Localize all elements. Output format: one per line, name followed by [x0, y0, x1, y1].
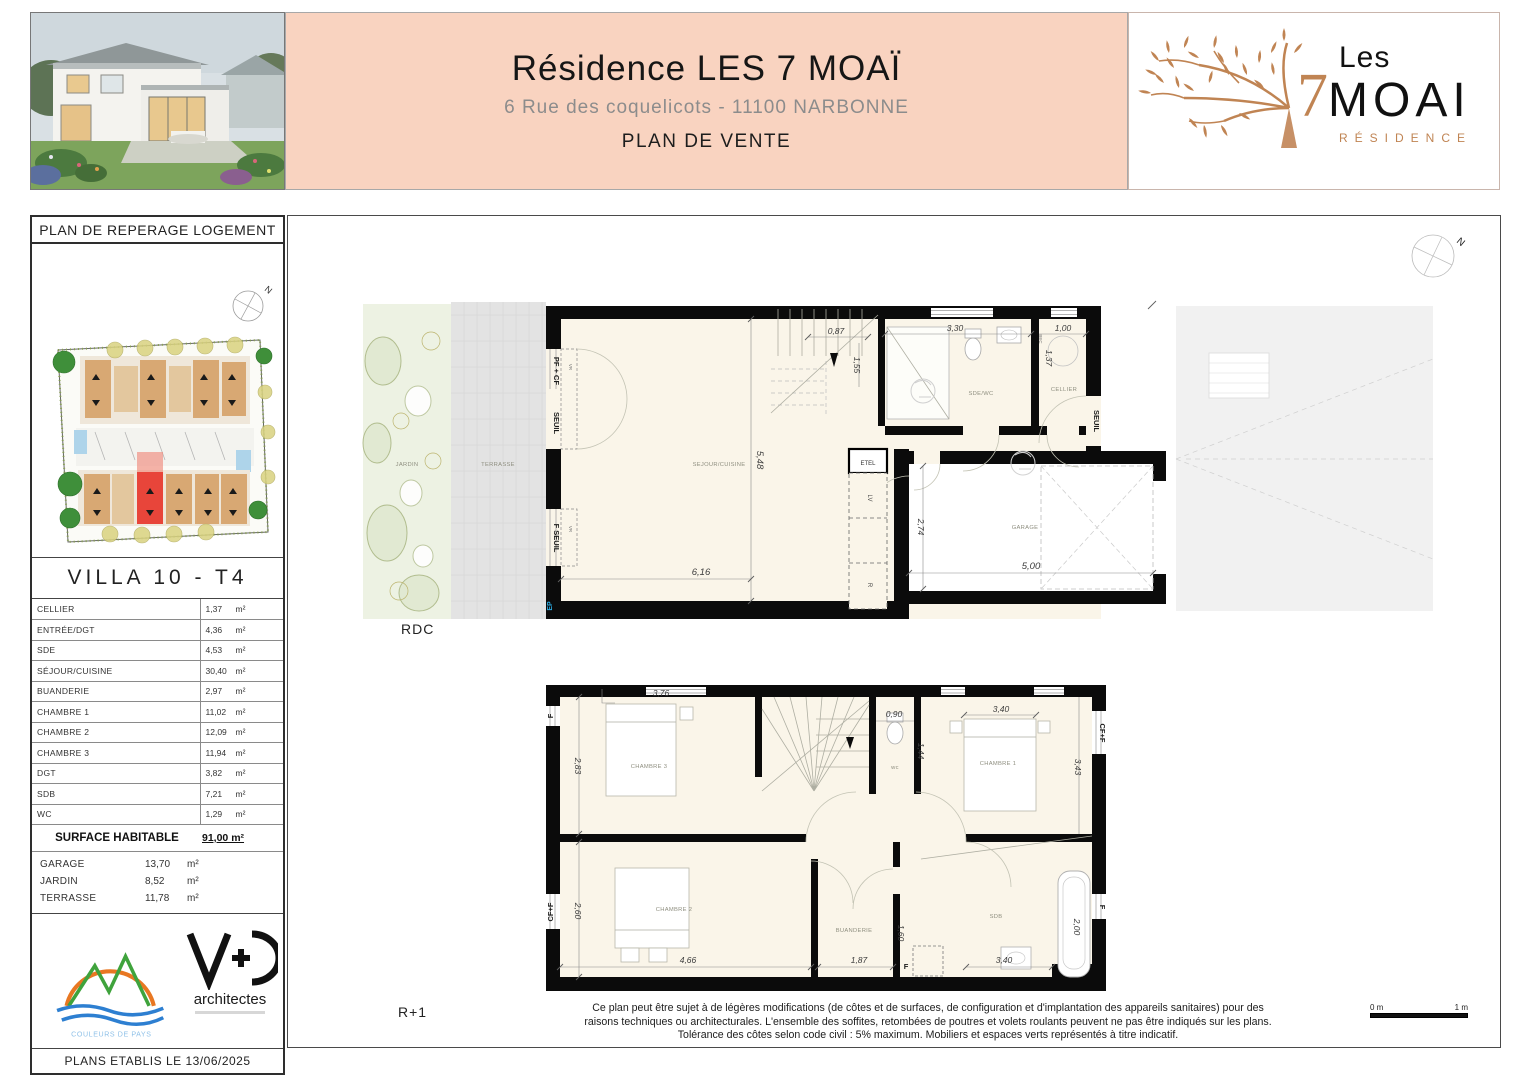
header-banner — [285, 12, 1128, 190]
scale-zero-label: 0 m — [1370, 1003, 1384, 1012]
svg-text:SDE/WC: SDE/WC — [968, 391, 994, 397]
couleurs-de-pays-logo — [50, 932, 168, 1042]
svg-text:2,74: 2,74 — [916, 518, 926, 536]
terrasse-zone — [451, 302, 546, 619]
svg-text:5,48: 5,48 — [754, 450, 765, 470]
svg-text:3,43: 3,43 — [1073, 758, 1083, 776]
sidebar-title: PLAN DE REPERAGE LOGEMENT — [32, 217, 283, 244]
svg-text:N: N — [1454, 235, 1467, 249]
disclaimer-text — [543, 1002, 1313, 1043]
svg-text:R: R — [866, 582, 872, 588]
logo-seven: 7 — [1297, 62, 1328, 130]
r1-label: R+1 — [398, 1004, 428, 1020]
rdc-label: RDC — [401, 621, 435, 637]
north-compass-icon — [233, 284, 274, 321]
annexes-list — [32, 852, 283, 914]
logo-moai: MOAI — [1328, 74, 1471, 127]
svg-text:3,40: 3,40 — [995, 955, 1013, 965]
svg-text:N: N — [262, 283, 275, 296]
svg-text:CF+F: CF+F — [546, 902, 555, 922]
svg-text:2,00: 2,00 — [1072, 918, 1082, 936]
svg-text:SEUIL: SEUIL — [552, 411, 561, 435]
disclaimer-line2: raisons techniques ou architecturales. L'ensemble des soffites, retombées de poutres et volets roulants peuvent ne pas être indiqués sur les plans. — [584, 1015, 1272, 1028]
logo-wordmark — [1297, 41, 1497, 145]
svg-text:GARAGE: GARAGE — [1011, 525, 1039, 531]
table-row: DGT 3,82 m² — [32, 763, 283, 784]
svg-text:F: F — [1098, 904, 1107, 910]
table-row: WC 1,29 m² — [32, 804, 283, 825]
partner-logos — [32, 914, 283, 1056]
logo-les: Les — [1339, 41, 1391, 74]
house-illustration — [31, 13, 284, 189]
floorplans-drawing — [288, 216, 1499, 1046]
scale-one-label: 1 m — [1454, 1003, 1468, 1012]
scale-bar-rule — [1370, 1013, 1468, 1018]
room-areas-table — [32, 599, 283, 825]
svg-text:F: F — [546, 713, 555, 719]
list-item: GARAGE 13,70 m² — [40, 859, 199, 870]
svg-text:CF+F: CF+F — [1098, 723, 1107, 743]
disclaimer-line1: Ce plan peut être sujet à de légères modifications (de côtes et de surfaces, de configuration et d'implantation des appareils sanitaires) pour des — [592, 1002, 1264, 1014]
svg-text:BUANDERIE: BUANDERIE — [835, 928, 873, 934]
svg-text:CHAMBRE 1: CHAMBRE 1 — [979, 761, 1017, 767]
rdc-floorplan — [363, 301, 1433, 619]
svg-text:BEC: BEC — [1038, 334, 1043, 344]
svg-text:1,37: 1,37 — [1044, 349, 1054, 367]
svg-text:0,90: 0,90 — [885, 709, 903, 719]
address: 6 Rue des coquelicots - 11100 NARBONNE — [504, 97, 909, 118]
svg-text:1,00: 1,00 — [1054, 323, 1072, 333]
list-item: TERRASSE 11,78 m² — [40, 893, 199, 904]
vd-caption: architectes — [193, 991, 267, 1008]
svg-text:ETEL: ETEL — [860, 461, 876, 467]
siteplan-drawing — [32, 244, 283, 557]
table-row: CELLIER 1,37 m² — [32, 599, 283, 620]
villa-title: VILLA 10 - T4 — [32, 557, 283, 599]
vd-architectes-logo — [180, 928, 280, 1014]
surface-value: 91,00 m² — [202, 832, 245, 844]
svg-text:3,30: 3,30 — [946, 323, 964, 333]
surface-label: SURFACE HABITABLE — [55, 832, 179, 844]
svg-text:VR: VR — [568, 363, 573, 371]
svg-text:PF + CF: PF + CF — [552, 356, 561, 386]
svg-text:4,66: 4,66 — [679, 955, 697, 965]
floorplans-area — [287, 215, 1501, 1048]
svg-text:1,55: 1,55 — [852, 356, 862, 374]
svg-text:SDB: SDB — [989, 914, 1003, 920]
list-item: JARDIN 8,52 m² — [40, 876, 199, 887]
chambre2-furniture — [615, 868, 689, 962]
svg-text:5,00: 5,00 — [1021, 561, 1041, 572]
svg-text:CELLIER: CELLIER — [1050, 387, 1078, 393]
plans-date-footer: PLANS ETABLIS LE 13/06/2025 — [32, 1048, 283, 1073]
vd-monogram-icon — [182, 928, 278, 990]
table-row: BUANDERIE 2,97 m² — [32, 681, 283, 702]
svg-text:2,83: 2,83 — [573, 757, 583, 775]
table-row: SÉJOUR/CUISINE 30,40 m² — [32, 661, 283, 682]
svg-text:TERRASSE: TERRASSE — [481, 462, 515, 468]
svg-text:EP: EP — [547, 601, 554, 611]
svg-text:CHAMBRE 3: CHAMBRE 3 — [630, 764, 668, 770]
svg-text:JARDIN: JARDIN — [395, 462, 419, 468]
residence-logo — [1128, 12, 1500, 190]
house-render-image — [30, 12, 285, 190]
table-row: CHAMBRE 1 11,02 m² — [32, 702, 283, 723]
svg-text:SEUIL: SEUIL — [1092, 409, 1101, 433]
svg-text:COULEURS DE PAYS: COULEURS DE PAYS — [71, 1030, 152, 1039]
svg-text:VR: VR — [568, 525, 573, 533]
svg-text:3,40: 3,40 — [992, 704, 1010, 714]
vd-contact-smallprint — [195, 1011, 265, 1014]
table-row: SDE 4,53 m² — [32, 640, 283, 661]
page-title: Résidence LES 7 MOAÏ — [511, 49, 902, 88]
svg-text:SEJOUR/CUISINE: SEJOUR/CUISINE — [692, 462, 746, 468]
svg-text:1,44: 1,44 — [916, 742, 926, 760]
svg-text:F: F — [903, 962, 909, 971]
svg-text:LV: LV — [866, 494, 872, 502]
svg-text:3,76: 3,76 — [652, 688, 670, 698]
svg-text:6,16: 6,16 — [691, 567, 711, 578]
site-location-plan — [32, 244, 283, 557]
table-row: CHAMBRE 2 12,09 m² — [32, 722, 283, 743]
svg-text:0,87: 0,87 — [827, 326, 845, 336]
svg-text:1,60: 1,60 — [896, 924, 906, 942]
logo-residence: RÉSIDENCE — [1339, 131, 1473, 145]
svg-text:2,60: 2,60 — [573, 902, 583, 920]
disclaimer-line3: Tolérance des côtes selon code civil : 5% maximum. Mobiliers et espaces verts représentés à titre indicatif. — [677, 1029, 1179, 1041]
svg-text:wc: wc — [891, 765, 899, 771]
table-row: SDB 7,21 m² — [32, 784, 283, 805]
north-compass-icon — [1412, 235, 1467, 277]
r1-floorplan — [546, 685, 1107, 991]
sidebar — [30, 215, 285, 1075]
table-row: CHAMBRE 3 11,94 m² — [32, 743, 283, 764]
svg-text:1,87: 1,87 — [850, 955, 868, 965]
table-row: ENTRÉE/DGT 4,36 m² — [32, 620, 283, 641]
surface-habitable — [32, 825, 283, 852]
svg-text:F SEUIL: F SEUIL — [552, 523, 561, 553]
scale-bar — [1370, 1003, 1468, 1018]
svg-text:CHAMBRE 2: CHAMBRE 2 — [655, 907, 693, 913]
subtitle: PLAN DE VENTE — [621, 131, 792, 152]
